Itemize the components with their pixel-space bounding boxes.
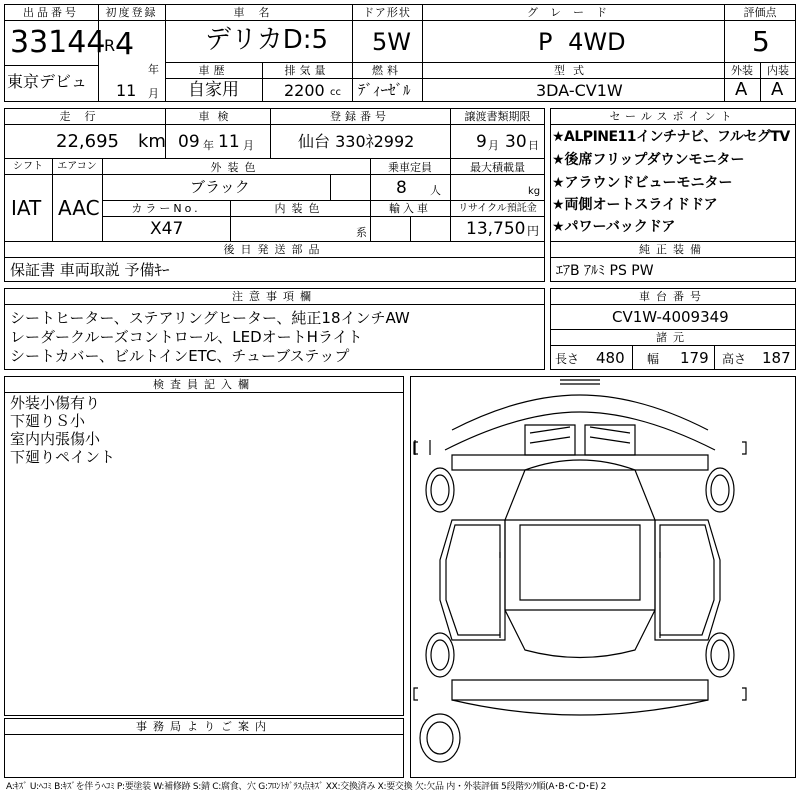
plate-label: 登録番号 xyxy=(330,110,390,123)
inspection-label: 車検 xyxy=(198,110,237,123)
displacement-unit: cc xyxy=(330,87,341,98)
sales-point-2: ★後席フリップダウンモニター xyxy=(552,152,745,168)
color-label: 外装色 xyxy=(210,161,262,174)
transfer-day-unit: 日 xyxy=(528,139,539,152)
office-label: 事務局よりご案内 xyxy=(136,720,272,733)
interior-label: 内装 xyxy=(767,64,789,77)
transfer-month-unit: 月 xyxy=(488,139,499,152)
transfer-month: 9 xyxy=(476,132,487,152)
dims-label: 諸元 xyxy=(656,331,690,344)
int-color-label: 内装色 xyxy=(274,202,326,215)
inspection-year: 09 xyxy=(178,132,200,152)
model-label: 型式 xyxy=(554,64,592,77)
sales-point-1: ★ALPINE11インチナビ、フルセグTV xyxy=(552,129,790,145)
ac-label: エアコン xyxy=(57,161,97,172)
inspection-year-unit: 年 xyxy=(203,139,214,152)
door-type: 5W xyxy=(372,28,411,56)
year-unit: 年 xyxy=(148,63,159,76)
venue: 東京デビュ xyxy=(7,72,88,91)
width-label: 幅 xyxy=(647,352,660,366)
car-name: デリカD:5 xyxy=(205,25,329,55)
int-color-unit: 系 xyxy=(356,226,367,239)
sales-point-4: ★両側オートスライドドア xyxy=(552,197,718,213)
mileage: 22,695 xyxy=(56,131,119,152)
displacement-label: 排気量 xyxy=(284,64,330,77)
capacity-label: 乗車定員 xyxy=(388,161,432,174)
import-label: 輸入車 xyxy=(389,202,431,215)
exterior-grade: A xyxy=(735,79,748,100)
inspector-line-1: 外装小傷有り xyxy=(10,394,101,412)
chassis-label: 車台番号 xyxy=(639,290,707,303)
first-reg-label: 初度登録 xyxy=(105,6,158,19)
plate-number: 仙台 330ﾈ2992 xyxy=(298,132,415,151)
displacement: 2200 xyxy=(284,81,325,100)
recycle-label: リサイクル預託金 xyxy=(458,203,537,214)
length-label: 長さ xyxy=(555,352,580,366)
legend-footer: A:ｷｽﾞ U:ﾍｺﾐ B:ｷｽﾞを伴うﾍｺﾐ P:要塗装 W:補修跡 S:錆 C:腐食、穴 G:ﾌﾛﾝﾄｶﾞﾗｽ点ｷｽﾞ XX:交換済み X:要交換 欠:欠品 内・外装評価 5段階ﾗﾝｸ順(A･B･C･D･E) 2 xyxy=(6,782,607,792)
inspector-line-3: 室内内張傷小 xyxy=(10,430,101,448)
score: 5 xyxy=(752,25,770,58)
fuel-label: 燃料 xyxy=(372,64,402,77)
recycle-fee: 13,750 xyxy=(466,219,526,239)
inspection-month-unit: 月 xyxy=(243,139,254,152)
door-label: ドア形状 xyxy=(363,6,411,19)
interior-grade: A xyxy=(771,79,784,100)
exterior-label: 外装 xyxy=(731,64,753,77)
mileage-label: 走行 xyxy=(59,110,110,123)
reg-month: 11 xyxy=(116,81,137,100)
score-label: 評価点 xyxy=(743,6,777,19)
capacity-unit: 人 xyxy=(430,184,441,197)
color-no: X47 xyxy=(150,219,184,239)
sales-label: セールスポイント xyxy=(609,110,737,123)
model-code: 3DA-CV1W xyxy=(536,81,623,100)
grade-label: グレード xyxy=(527,6,619,19)
grade: P 4WD xyxy=(538,28,626,56)
chassis-number: CV1W-4009349 xyxy=(612,308,729,326)
load-unit: kg xyxy=(528,186,541,197)
history: 自家用 xyxy=(188,80,239,100)
recycle-unit: 円 xyxy=(527,224,540,238)
load-label: 最大積載量 xyxy=(470,161,525,174)
inspection-month: 11 xyxy=(218,132,240,152)
era: R xyxy=(104,36,116,55)
height-label: 高さ xyxy=(722,352,747,366)
name-label: 車名 xyxy=(233,6,284,19)
history-label: 車歴 xyxy=(198,64,229,77)
sales-point-5: ★パワーバックドア xyxy=(552,219,676,235)
capacity: 8 xyxy=(396,178,407,198)
note-line-1: シートヒーター、ステアリングヒーター、純正18インチAW xyxy=(10,309,410,327)
fuel: ﾃﾞｨｰｾﾞﾙ xyxy=(358,81,411,99)
ac: AAC xyxy=(58,196,100,220)
shift: IAT xyxy=(11,196,42,220)
standard-equipment: ｴｱB ｱﾙﾐ PS PW xyxy=(556,263,654,279)
height: 187 xyxy=(762,349,791,367)
width: 179 xyxy=(680,349,709,367)
inspector-line-4: 下廻りペイント xyxy=(10,448,116,466)
reg-year: 4 xyxy=(115,27,135,62)
note-line-2: レーダークルーズコントロール、LEDオートHライト xyxy=(10,328,363,346)
exterior-color: ブラック xyxy=(190,178,250,196)
lot-label: 出品番号 xyxy=(23,6,79,19)
color-no-label: カラーNo. xyxy=(131,202,201,215)
delivery-label: 後日発送部品 xyxy=(223,243,326,256)
note-line-3: シートカバー、ビルトインETC、チューブステップ xyxy=(10,347,350,365)
lot-number: 33144 xyxy=(10,25,106,60)
month-unit: 月 xyxy=(148,87,159,100)
length: 480 xyxy=(596,349,625,367)
inspector-label: 検査員記入欄 xyxy=(153,378,255,391)
transfer-day: 30 xyxy=(505,132,527,152)
mileage-unit: km xyxy=(138,131,166,152)
transfer-label: 譲渡書類期限 xyxy=(464,110,531,123)
equip-label: 純正装備 xyxy=(639,243,707,256)
sales-point-3: ★アラウンドビューモニター xyxy=(552,175,733,191)
notes-label: 注意事項欄 xyxy=(232,290,317,303)
delivery-parts: 保証書 車両取説 予備ｷｰ xyxy=(10,261,170,279)
shift-label: シフト xyxy=(13,161,43,172)
inspector-line-2: 下廻りＳ小 xyxy=(10,412,86,430)
